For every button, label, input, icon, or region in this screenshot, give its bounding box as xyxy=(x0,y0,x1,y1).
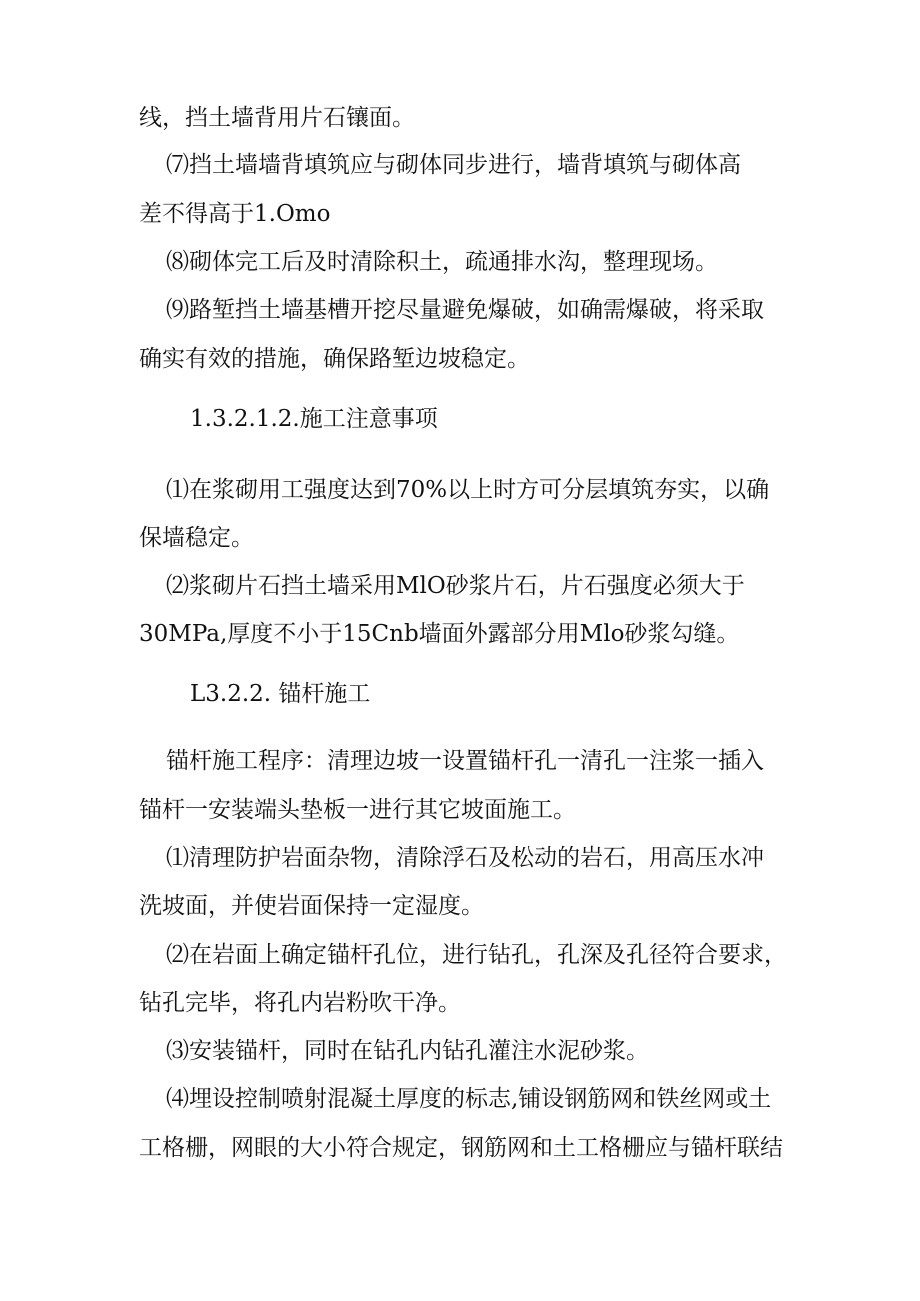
text-line: ⑵在岩面上确定锚杆孔位，进行钻孔，孔深及孔径符合要求， xyxy=(166,942,787,968)
text-line: 工格栅，网眼的大小符合规定，钢筋网和土工格栅应与锚杆联结 xyxy=(139,1135,783,1161)
text-line: 线，挡土墙背用片石镶面。 xyxy=(139,105,415,131)
text-line: 锚杆一安装端头垫板一进行其它坡面施工。 xyxy=(139,797,576,823)
text-line: 30MPa,厚度不小于15Cnb墙面外露部分用Mlo砂浆勾缝。 xyxy=(139,621,740,647)
text-line: ⑵浆砌片石挡土墙采用MlO砂浆片石，片石强度必须大于 xyxy=(166,573,745,599)
section-heading: L3.2.2. 锚杆施工 xyxy=(190,681,371,707)
text-line: 洗坡面，并使岩面保持一定湿度。 xyxy=(139,893,484,919)
text-line: ⑻砌体完工后及时清除积土，疏通排水沟，整理现场。 xyxy=(166,249,718,275)
text-line: 差不得高于1.Omo xyxy=(139,201,331,227)
text-line: ⑼路堑挡土墙基槽开挖尽量避免爆破，如确需爆破，将采取 xyxy=(166,297,764,323)
text-line: ⑴清理防护岩面杂物，清除浮石及松动的岩石，用高压水冲 xyxy=(166,845,764,871)
text-line: ⑷埋设控制喷射混凝土厚度的标志,铺设钢筋网和铁丝网或土 xyxy=(166,1086,772,1112)
text-line: 确实有效的措施，确保路堑边坡稳定。 xyxy=(139,346,530,372)
section-heading: 1.3.2.1.2.施工注意事项 xyxy=(190,406,438,432)
text-line: ⑴在浆砌用工强度达到70%以上时方可分层填筑夯实，以确 xyxy=(166,477,770,503)
text-line: ⑺挡土墙墙背填筑应与砌体同步进行，墙背填筑与砌体高 xyxy=(166,152,741,178)
text-line: 锚杆施工程序：清理边坡一设置锚杆孔一清孔一注浆一插入 xyxy=(166,748,764,774)
text-line: ⑶安装锚杆，同时在钻孔内钻孔灌注水泥砂浆。 xyxy=(166,1038,649,1064)
text-line: 钻孔完毕，将孔内岩粉吹干净。 xyxy=(139,990,461,1016)
text-line: 保墙稳定。 xyxy=(139,525,254,551)
